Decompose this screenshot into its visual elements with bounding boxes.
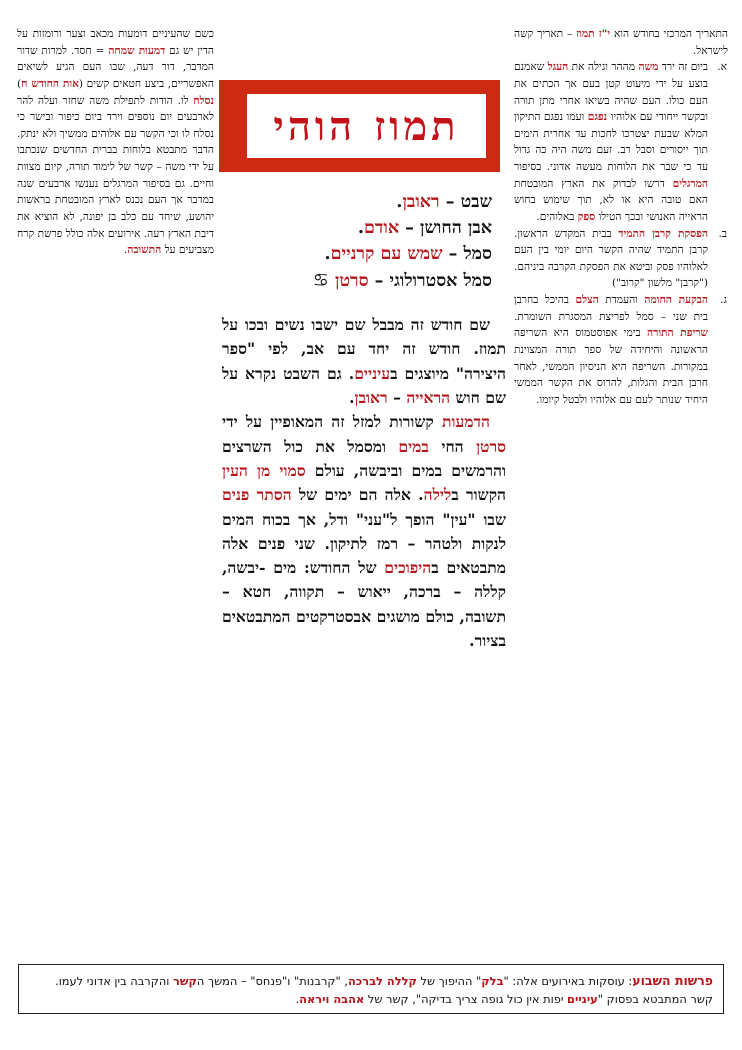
keyword: הסתר פנים	[222, 485, 292, 505]
text: והקרבה בין אדוני לעמו. קשר המתבטא בפסוק "	[55, 974, 713, 1006]
text: קשורות למזל זה המאופיין על ידי	[222, 412, 442, 432]
text: החי	[428, 436, 477, 456]
keyword: סרטן	[476, 436, 506, 456]
keyword: קשר	[173, 974, 197, 988]
text: בהיכל בחרבן בית שני – סמל לפריצת המסגרת השומרת.	[514, 294, 708, 323]
symbol-value: ראובן	[402, 192, 440, 212]
symbol-row-stone	[212, 216, 492, 242]
symbol-suffix: .	[357, 217, 365, 238]
list-item-c	[514, 292, 727, 408]
main-paragraph-2	[222, 410, 506, 653]
text: שם חודש זה מבבל שם ישבו נשים ובכו על תמוז. חודש זה יחד עם אב, לפי "ספר היצירה" מיוצגים ב	[222, 315, 506, 383]
text: של החודש: מים -יבשה, קללה – ברכה, ייאוש – תקווה, חטא – תשובה, כולם מושגים אבסטרקטים המתבטאים בציור.	[222, 558, 506, 651]
keyword: ראובן	[354, 387, 388, 407]
symbol-label: אבן החושן –	[399, 217, 492, 238]
left-paragraph	[17, 26, 214, 259]
title-frame	[219, 80, 500, 172]
right-column	[514, 26, 728, 408]
keyword: ספק	[577, 210, 596, 223]
symbols-list	[212, 190, 492, 295]
text: כשם שהעיניים דומעות מכאב וצער ורומזות על הדין יש גם	[17, 28, 214, 57]
keyword: התשובה	[127, 244, 162, 257]
text: .	[123, 244, 128, 257]
symbol-row-emblem	[212, 242, 492, 268]
list-marker: ג.	[720, 294, 727, 306]
keyword: עיניים	[354, 363, 391, 383]
text: ועמו נפגם התיקון המלא שבעת יצטרכו לחכות עד אחרית הימים תוך ייסורים וסבל רב. זעם משה היה כה גדול עד כי שבר את הלוחות מעשה אדוני. בסיפור	[514, 111, 708, 173]
text: = חסד. למרות שדור המדבר, דור דעה, שבו העם הגיע לשיאים האפשריים, ביצע חטאים קשים (	[17, 44, 214, 90]
symbol-value: אודם	[364, 217, 400, 238]
list-item-a	[514, 59, 727, 225]
weekly-portion-box	[18, 964, 724, 1014]
text: : עוסקות באירועים אלה: "	[503, 974, 633, 988]
keyword: נפגם	[587, 111, 608, 124]
title-panel	[247, 94, 486, 158]
intro-text-end: – תאריך קשה לישראל.	[514, 28, 728, 57]
symbol-suffix: .	[324, 243, 331, 264]
keyword: במים	[398, 436, 429, 456]
keyword: בלק	[481, 974, 504, 988]
text: יפות אין כול גופה צריך בדיקה", קשר של	[364, 991, 568, 1006]
intro-date: י"ז תמוז	[576, 28, 611, 40]
symbol-suffix: .	[396, 192, 403, 212]
symbol-row-tribe	[212, 190, 492, 216]
left-column	[17, 26, 214, 259]
text: בימי אפוסטמוס היא השריפה הראשונה והיחידה של ספר תורה המצוינת במקורות. השריפה היא הניסיון הממשי, לאחר חרבן הבית והגלות, להרוס את הקשר הממשי היחיד שנותר לעם עם אלוהיו ולבטל קיומו.	[514, 327, 708, 406]
symbol-label: סמל –	[442, 243, 492, 264]
text: ומסמל את כול השרצים והרמשים במים וביבשה, עולם	[222, 436, 506, 480]
keyword: שריפת התורה	[647, 327, 708, 340]
text: " ההיפוך של	[416, 974, 482, 988]
cancer-zodiac-icon: ♋	[312, 269, 329, 291]
text: הקשור ב	[451, 485, 507, 505]
text: . אלה הם ימים של	[291, 485, 424, 505]
intro-paragraph	[514, 26, 728, 59]
events-list	[514, 59, 728, 408]
keyword: לילה	[423, 485, 452, 505]
keyword: משה	[638, 61, 659, 74]
text: .	[295, 991, 300, 1006]
text: בבית המקדש הראשון. קרבן התמיד שהיה הקשר היום יומי בין העם לאלוהיו פסק וביטא את הפסקת הקרבה ביניהם. ("קרבן" מלשון "קרוב")	[514, 227, 708, 290]
keyword: היפוכים	[384, 558, 432, 578]
text: דרשו לבדוק את הארץ המובטחת האם טובה היא או לא, תוך שימוש בחוש הראייה האנושי ובכך הטילו	[514, 177, 708, 223]
keyword: קללה לברכה	[347, 974, 417, 988]
text: . גם השבט נקרא על שם חוש	[222, 363, 506, 407]
keyword: סמוי מן העין	[222, 460, 306, 480]
symbol-row-zodiac	[212, 268, 492, 295]
symbol-value: שמש עם קרניים	[330, 243, 443, 264]
list-marker: א.	[717, 61, 727, 74]
symbol-label: סמל אסטרולוגי –	[368, 270, 492, 291]
text: –	[387, 387, 407, 407]
text: באלוהים.	[536, 210, 578, 223]
main-text	[222, 313, 506, 653]
keyword: הפסקת קרבן התמיד	[618, 227, 709, 240]
text: מההר וגילה את	[568, 61, 639, 74]
keyword: הצלם	[575, 294, 599, 306]
text: , "קרבנות" ו"פנחס" – המשך ה	[196, 974, 348, 988]
keyword: אהבה ויראה	[299, 991, 365, 1006]
keyword: נסלח	[193, 94, 214, 107]
keyword: הראייה	[406, 387, 451, 407]
list-marker: ב.	[718, 227, 727, 240]
keyword: המרגלים	[672, 177, 708, 190]
text: ביום זה ירד	[658, 61, 709, 74]
keyword: עיניים	[567, 991, 598, 1006]
keyword: אות החודש ח	[21, 77, 79, 90]
intro-text: התאריך המרכזי בחודש הוא	[610, 28, 728, 40]
text: .	[349, 387, 355, 407]
text: שאמנם בוצע על ידי מיעוט קטן בעם אך הכתים את העם כולו. העם שהיה בשיאו אחרי מתן תורה ובקשר ייחודי עם אלוהיו	[514, 61, 708, 124]
main-paragraph-1	[222, 313, 506, 410]
weekly-portion-label: פרשות השבוע	[632, 973, 713, 988]
list-item-b	[514, 226, 727, 293]
keyword: הבקעת החומה	[644, 294, 708, 306]
keyword: העגל	[547, 61, 569, 74]
symbol-value: סרטן	[335, 270, 369, 291]
text: והעמדת	[598, 294, 645, 306]
keyword: הדמעות	[441, 412, 490, 432]
page-title: תמוז הוהי	[273, 102, 460, 150]
text: שבו "עין" הופך ל"עני" ודל, אך בכוח המים לנקות ולטהר – רמז לתיקון. שני פנים אלה מתבטאים ב	[222, 509, 506, 578]
text: לו. הודות לתפילת משה שחזר ועלה להר לארבעים יום נוספים וירד ביום כיפור ובישר כי נסלח לו וכי הקשר עם אלוהים ממשיך ולא ינתק. הדבר מתבטא בלוחות בברית החדשים שנכתבו על ידי משה – קשר של לימוד תורה, קיום מצוות וחיים. גם בסיפור המרגלים נענשו ארבעים שנה במדבר אך העם נכנס לארץ המובטחת בראשות יהושע, שיחד עם כלב בן יפונה, לא הוציא את דיבת הארץ רעה. אירועים אלה כולל פרשת קרח מצביעים על	[17, 94, 214, 257]
keyword: דמעות שמחה	[108, 44, 166, 57]
symbol-label: שבט –	[439, 192, 492, 212]
text: )	[17, 77, 22, 90]
